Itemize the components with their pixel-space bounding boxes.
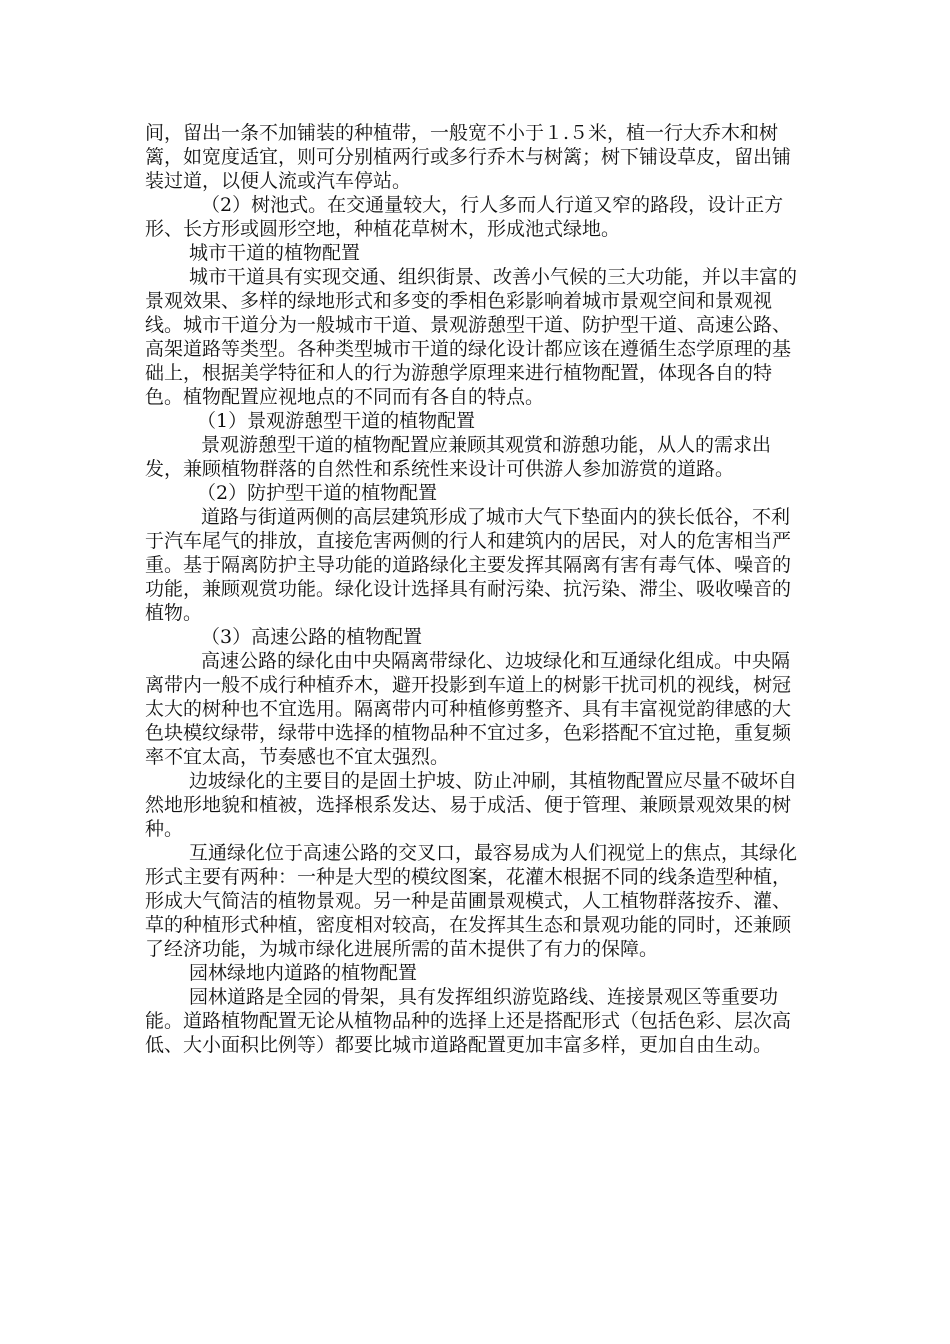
subheading-scenic-road: （1）景观游憩型干道的植物配置 (197, 410, 476, 432)
paragraph-green-strip-continuation: 间，留出一条不加铺装的种植带，一般宽不小于１.５米，植一行大乔木和树篱，如宽度适宜，则可分别植两行或多行乔木与树篱；树下铺设草皮，留出铺装过道，以便人流或汽车停站。 (145, 122, 792, 192)
document-body (145, 121, 805, 1057)
paragraph-urban-arterial-intro: 城市干道具有实现交通、组织街景、改善小气候的三大功能，并以丰富的景观效果、多样的绿地形式和多变的季相色彩影响着城市景观空间和景观视线。城市干道分为一般城市干道、景观游憩型干道、防护型干道、高速公路、高架道路等类型。各种类型城市干道的绿化设计都应该在遵循生态学原理的基础上，根据美学特征和人的行为游憩学原理来进行植物配置，体现各自的特色。植物配置应视地点的不同而有各自的特点。 (145, 266, 798, 408)
paragraph-slope-greening: 边坡绿化的主要目的是固土护坡、防止冲刷，其植物配置应尽量不破坏自然地形地貌和植被，选择根系发达、易于成活、便于管理、兼顾景观效果的树种。 (145, 770, 798, 840)
heading-park-roads: 园林绿地内道路的植物配置 (189, 962, 418, 984)
paragraph-interchange-greening: 互通绿化位于高速公路的交叉口，最容易成为人们视觉上的焦点，其绿化形式主要有两种：一种是大型的模纹图案，花灌木根据不同的线条造型种植，形成大气简洁的植物景观。另一种是苗圃景观模式，人工植物群落按乔、灌、草的种植形式种植，密度相对较高，在发挥其生态和景观功能的同时，还兼顾了经济功能，为城市绿化进展所需的苗木提供了有力的保障。 (145, 842, 798, 960)
subheading-protective-road: （2）防护型干道的植物配置 (197, 482, 438, 504)
subheading-expressway: （3）高速公路的植物配置 (201, 626, 423, 648)
paragraph-expressway-median: 高速公路的绿化由中央隔离带绿化、边坡绿化和互通绿化组成。中央隔离带内一般不成行种植乔木，避开投影到车道上的树影干扰司机的视线，树冠太大的树种也不宜选用。隔离带内可种植修剪整齐、具有丰富视觉韵律感的大色块模纹绿带，绿带中选择的植物品种不宜过多，色彩搭配不宜过艳，重复频率不宜太高，节奏感也不宜太强烈。 (145, 650, 792, 768)
paragraph-park-roads: 园林道路是全园的骨架，具有发挥组织游览路线、连接景观区等重要功能。道路植物配置无论从植物品种的选择上还是搭配形式（包括色彩、层次高低、大小面积比例等）都要比城市道路配置更加丰富多样，更加自由生动。 (145, 986, 792, 1056)
paragraph-protective-road: 道路与街道两侧的高层建筑形成了城市大气下垫面内的狭长低谷，不利于汽车尾气的排放，直接危害两侧的行人和建筑内的居民，对人的危害相当严重。基于隔离防护主导功能的道路绿化主要发挥其隔离有害有毒气体、噪音的功能，兼顾观赏功能。绿化设计选择具有耐污染、抗污染、滞尘、吸收噪音的植物。 (145, 506, 792, 624)
paragraph-tree-pit: （2）树池式。在交通量较大，行人多而人行道又窄的路段，设计正方形、长方形或圆形空地，种植花草树木，形成池式绿地。 (145, 194, 784, 240)
heading-urban-arterial: 城市干道的植物配置 (189, 242, 361, 264)
paragraph-scenic-road: 景观游憩型干道的植物配置应兼顾其观赏和游憩功能，从人的需求出发，兼顾植物群落的自然性和系统性来设计可供游人参加游赏的道路。 (145, 434, 772, 480)
